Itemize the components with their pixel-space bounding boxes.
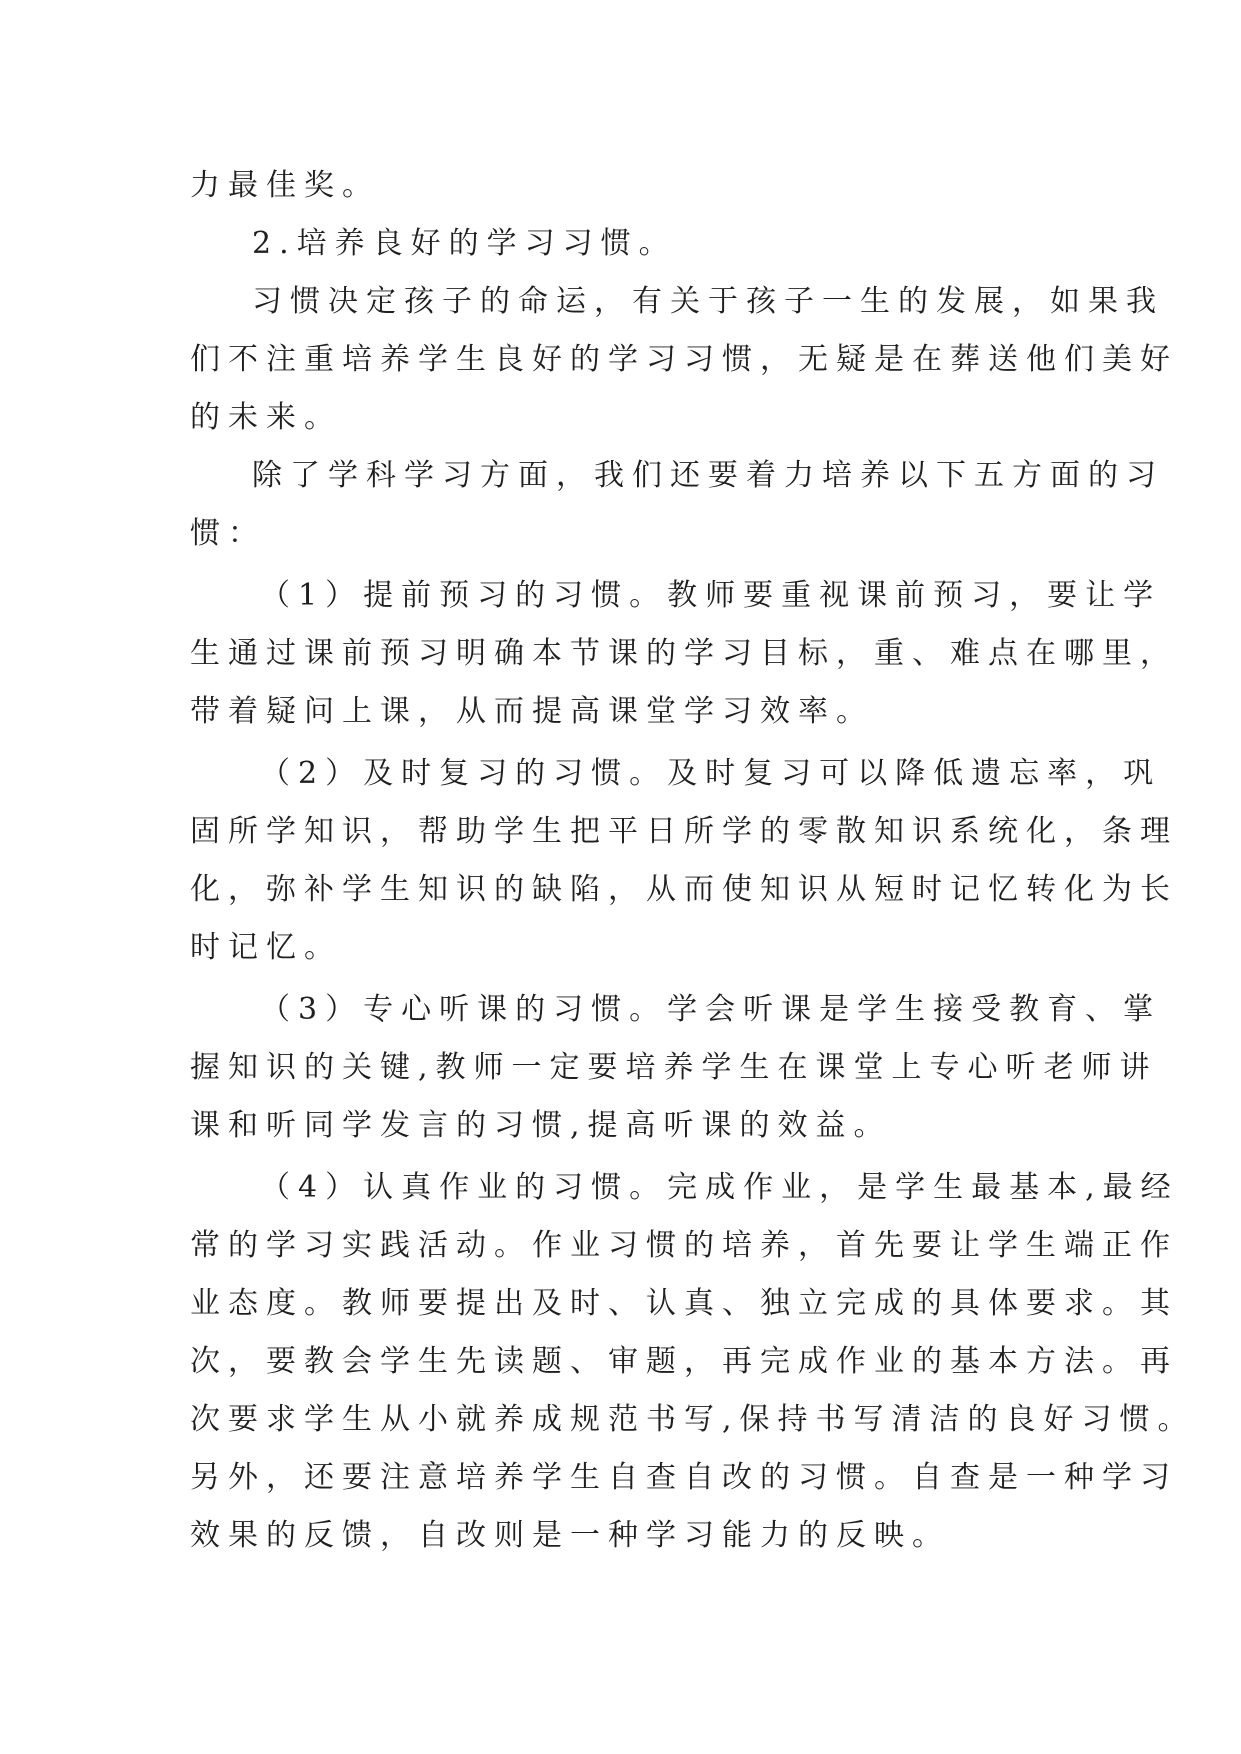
text-line: 化，弥补学生知识的缺陷，从而使知识从短时记忆转化为长 [190, 872, 1178, 907]
text-line: 握知识的关键,教师一定要培养学生在课堂上专心听老师讲 [190, 1050, 1158, 1085]
list-item-line: （4）认真作业的习惯。完成作业，是学生最基本,最经 [260, 1170, 1179, 1205]
text-line: 次要求学生从小就养成规范书写,保持书写清洁的良好习惯。 [190, 1402, 1196, 1437]
text-line: 效果的反馈，自改则是一种学习能力的反映。 [190, 1518, 950, 1553]
list-item-line: （2）及时复习的习惯。及时复习可以降低遗忘率，巩 [260, 756, 1162, 791]
text-line: 的未来。 [190, 400, 342, 435]
text-line: 生通过课前预习明确本节课的学习目标，重、难点在哪里， [190, 636, 1178, 671]
text-line: 习惯决定孩子的命运，有关于孩子一生的发展，如果我 [252, 284, 1164, 319]
text-line: 时记忆。 [190, 930, 342, 965]
text-line: 力最佳奖。 [190, 168, 380, 203]
list-item-line: （3）专心听课的习惯。学会听课是学生接受教育、掌 [260, 992, 1162, 1027]
text-line: 固所学知识，帮助学生把平日所学的零散知识系统化，条理 [190, 814, 1178, 849]
text-line: 次，要教会学生先读题、审题，再完成作业的基本方法。再 [190, 1344, 1178, 1379]
text-line: 课和听同学发言的习惯,提高听课的效益。 [190, 1108, 892, 1143]
list-item-line: （1）提前预习的习惯。教师要重视课前预习，要让学 [260, 578, 1162, 613]
section-heading: 2.培养良好的学习习惯。 [252, 226, 677, 261]
text-line: 惯： [190, 516, 266, 551]
text-line: 带着疑问上课，从而提高课堂学习效率。 [190, 694, 874, 729]
text-line: 除了学科学习方面，我们还要着力培养以下五方面的习 [252, 458, 1164, 493]
body-text [190, 157, 1196, 1565]
text-line: 业态度。教师要提出及时、认真、独立完成的具体要求。其 [190, 1286, 1178, 1321]
text-line: 另外，还要注意培养学生自查自改的习惯。自查是一种学习 [190, 1460, 1178, 1495]
text-line: 们不注重培养学生良好的学习习惯，无疑是在葬送他们美好 [190, 342, 1178, 377]
text-line: 常的学习实践活动。作业习惯的培养，首先要让学生端正作 [190, 1228, 1178, 1263]
